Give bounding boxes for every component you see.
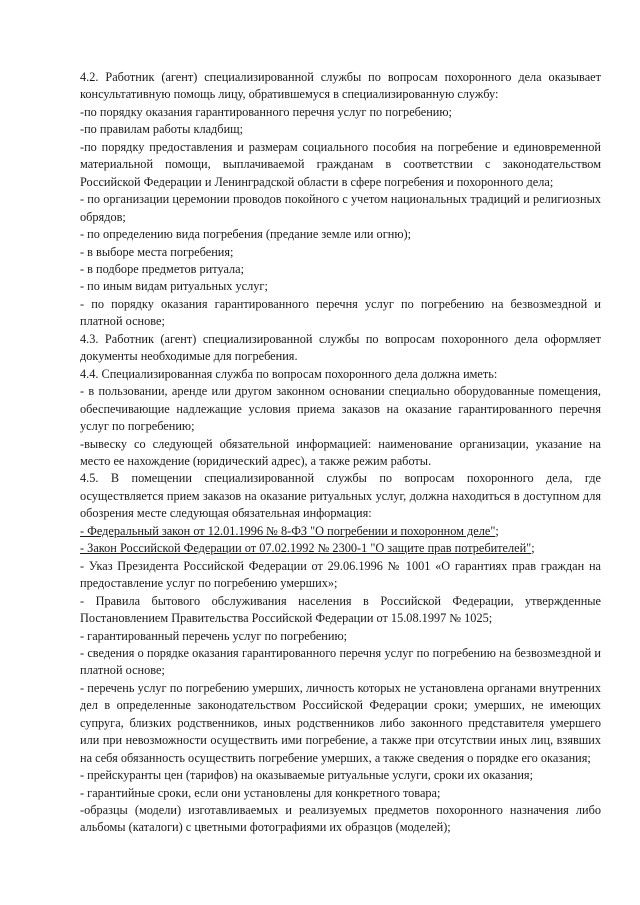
paragraph-4-3: 4.3. Работник (агент) специализированной службы по вопросам похоронного дела оформляет документы необходимые для погребения. [80,331,601,364]
consumer-law-link[interactable]: - Закон Российской Федерации от 07.02.1992 № 2300-1 "О защите прав потребителей" [80,541,532,556]
list-item: - в подборе предметов ритуала; [80,261,245,276]
list-item: - в выборе места погребения; [80,244,234,259]
list-item: -по правилам работы кладбищ; [80,122,244,137]
list-item: - по порядку оказания гарантированного перечня услуг по погребению на безвозмездной и платной основе; [80,296,601,329]
list-item: - по организации церемонии проводов покойного с учетом национальных традиций и религиозных обрядов; [80,192,601,224]
list-item: - сведения о порядке оказания гарантированного перечня услуг по погребению на безвозмездной и платной основе; [80,645,601,678]
list-item: - Правила бытового обслуживания населения в Российской Федерации, утвержденные Постановлением Правительства Российской Федерации от 15.08.1997 № 1025; [80,593,601,626]
list-item: - перечень услуг по погребению умерших, личность которых не установлена органами внутренних дел в определенные законодательством Российской Федерации сроки; умерших, не имеющих супруга, близких родственников, иных родственников либо законного представителя умершего или при невозможности осуществить ими погребение, а также при отсутствии иных лиц, взявших на себя обязанность осуществить погребение умерших, а также сведения о порядке его оказания; [80,680,601,765]
list-item: - прейскуранты цен (тарифов) на оказываемые ритуальные услуги, сроки их оказания; [80,768,534,783]
list-item: -образцы (модели) изготавливаемых и реализуемых предметов похоронного назначения либо альбомы (каталоги) с цветными фотографиями их образцов (моделей); [80,803,601,835]
list-item: -по порядку оказания гарантированного перечня услуг по погребению; [80,104,452,119]
paragraph-4-2: 4.2. Работник (агент) специализированной службы по вопросам похоронного дела оказывает консультативную помощь лицу, обратившемуся в специализированную службу: [80,70,601,102]
law-list-item [80,523,601,540]
law-list-item [80,540,601,557]
document-body [80,69,601,837]
paragraph-4-4: 4.4. Специализированная служба по вопросам похоронного дела должна иметь: [80,366,498,381]
list-item: - Указ Президента Российской Федерации от 29.06.1996 № 1001 «О гарантиях прав граждан на предоставление услуг по погребению умерших»; [80,558,601,591]
paragraph-4-5: 4.5. В помещении специализированной службы по вопросам похоронного дела, где осуществляется прием заказов на оказание ритуальных услуг, должна находиться в доступном для обозрения месте следующая обязательная информация: [80,471,601,521]
list-item: - гарантированный перечень услуг по погребению; [80,628,348,643]
link-tail: ; [531,541,535,556]
list-item: - гарантийные сроки, если они установлены для конкретного товара; [80,785,441,800]
list-item: - по иным видам ритуальных услуг; [80,279,268,294]
list-item: -по порядку предоставления и размерам социального пособия на погребение и единовременной материальной помощи, выплачиваемой гражданам в соответствии с законодательством Российской Федерации и Ленинградской области в сфере погребения и похоронного дела; [80,139,601,189]
federal-law-link[interactable]: - Федеральный закон от 12.01.1996 № 8-ФЗ "О погребении и похоронном деле" [80,523,496,538]
list-item: -вывеску со следующей обязательной информацией: наименование организации, указание на место ее нахождение (юридический адрес), а также режим работы. [80,436,601,468]
link-tail: ; [495,523,499,538]
list-item: - в пользовании, аренде или другом законном основании специально оборудованные помещения, обеспечивающие надлежащие условия приема заказов на оказание гарантированного перечня услуг по погребению; [80,384,601,434]
list-item: - по определению вида погребения (предание земле или огню); [80,227,412,242]
